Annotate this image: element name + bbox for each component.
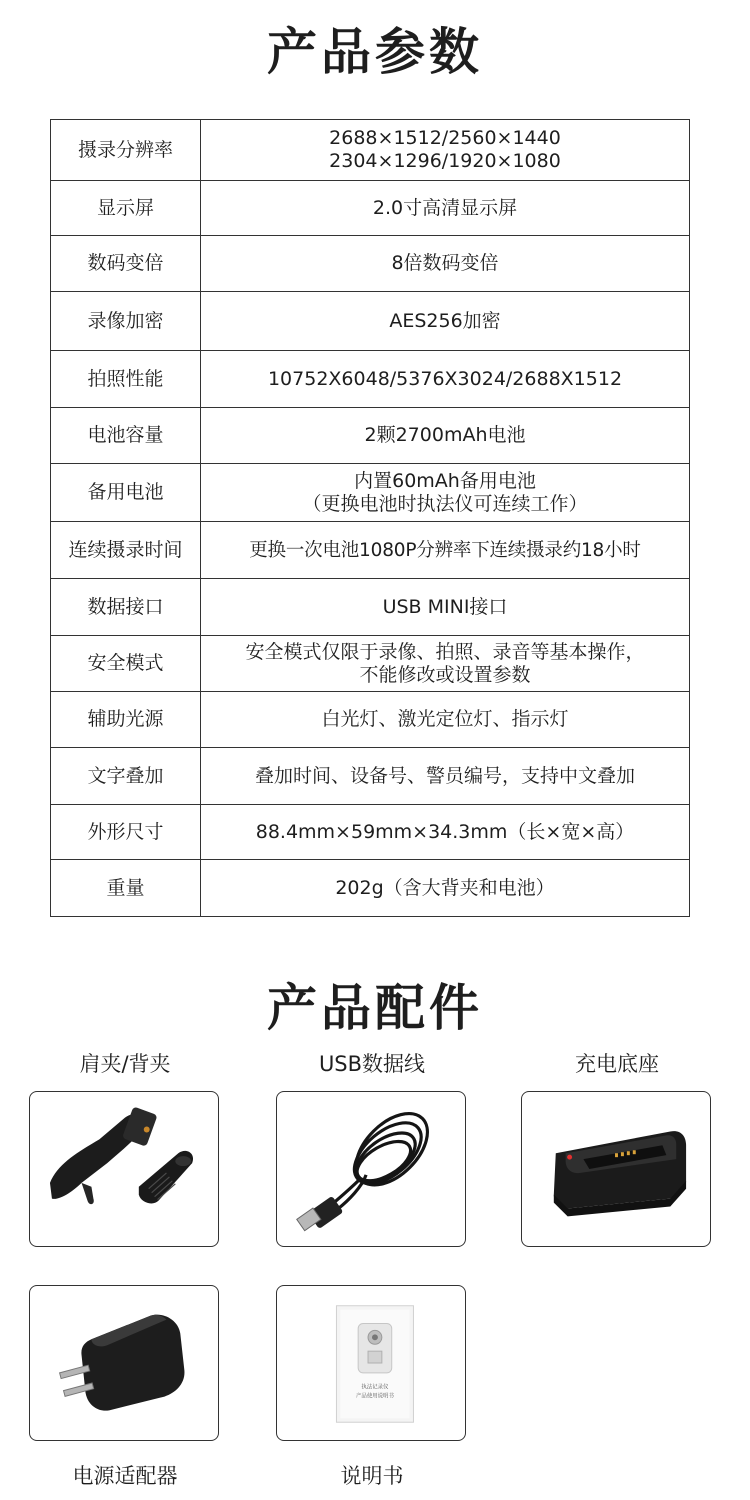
table-row xyxy=(51,860,690,917)
spec-value: 白光灯、激光定位灯、指示灯 xyxy=(201,692,690,748)
table-row xyxy=(51,292,690,351)
table-row xyxy=(51,579,690,636)
table-row xyxy=(51,181,690,236)
usb-cable-icon xyxy=(277,1092,465,1246)
spec-label: 拍照性能 xyxy=(51,351,201,408)
accessories-title: 产品配件 xyxy=(267,979,483,1037)
spec-value: 2.0寸高清显示屏 xyxy=(201,181,690,236)
manual-cover-line-2: 产品使用说明书 xyxy=(356,1393,394,1400)
spec-value: 更换一次电池1080P分辨率下连续摄录约18小时 xyxy=(201,522,690,579)
spec-label: 辅助光源 xyxy=(51,692,201,748)
accessory-card-manual xyxy=(276,1285,466,1441)
spec-label: 录像加密 xyxy=(51,292,201,351)
spec-value: 安全模式仅限于录像、拍照、录音等基本操作， 不能修改或设置参数 xyxy=(201,636,690,692)
spec-label: 重量 xyxy=(51,860,201,917)
accessory-card-clip xyxy=(29,1091,219,1247)
accessory-label-dock: 充电底座 xyxy=(575,1052,659,1076)
spec-value: AES256加密 xyxy=(201,292,690,351)
accessory-card-adapter xyxy=(29,1285,219,1441)
spec-value: 88.4mm×59mm×34.3mm（长×宽×高） xyxy=(201,805,690,860)
spec-value: 2688×1512/2560×1440 2304×1296/1920×1080 xyxy=(201,120,690,181)
table-row xyxy=(51,692,690,748)
spec-label: 备用电池 xyxy=(51,464,201,522)
table-row xyxy=(51,522,690,579)
charging-dock-icon xyxy=(522,1092,710,1246)
spec-value: 叠加时间、设备号、警员编号，支持中文叠加 xyxy=(201,748,690,805)
table-row xyxy=(51,408,690,464)
spec-label: 连续摄录时间 xyxy=(51,522,201,579)
table-row xyxy=(51,748,690,805)
table-row xyxy=(51,636,690,692)
table-row xyxy=(51,236,690,292)
table-row xyxy=(51,120,690,181)
table-row xyxy=(51,351,690,408)
spec-label: 安全模式 xyxy=(51,636,201,692)
spec-label: 摄录分辨率 xyxy=(51,120,201,181)
accessory-label-adapter: 电源适配器 xyxy=(72,1464,178,1488)
spec-value: 2颗2700mAh电池 xyxy=(201,408,690,464)
spec-label: 显示屏 xyxy=(51,181,201,236)
spec-label: 电池容量 xyxy=(51,408,201,464)
accessory-label-clip: 肩夹/背夹 xyxy=(79,1052,171,1076)
power-adapter-icon xyxy=(30,1286,218,1440)
table-row xyxy=(51,805,690,860)
table-row xyxy=(51,464,690,522)
manual-icon xyxy=(277,1286,465,1440)
spec-value: 内置60mAh备用电池 （更换电池时执法仪可连续工作） xyxy=(201,464,690,522)
spec-value: 8倍数码变倍 xyxy=(201,236,690,292)
spec-label: 数据接口 xyxy=(51,579,201,636)
spec-label: 数码变倍 xyxy=(51,236,201,292)
accessory-label-usb-cable: USB数据线 xyxy=(318,1052,426,1076)
spec-table xyxy=(50,119,690,917)
spec-value: 202g（含大背夹和电池） xyxy=(201,860,690,917)
accessory-card-dock xyxy=(521,1091,711,1247)
accessory-card-usb-cable xyxy=(276,1091,466,1247)
manual-cover-line-1: 执法记录仪 xyxy=(361,1384,389,1391)
params-title: 产品参数 xyxy=(267,23,483,81)
spec-value: 10752X6048/5376X3024/2688X1512 xyxy=(201,351,690,408)
accessory-label-manual: 说明书 xyxy=(340,1464,404,1488)
clip-icon xyxy=(30,1092,218,1246)
spec-value: USB MINI接口 xyxy=(201,579,690,636)
spec-label: 外形尺寸 xyxy=(51,805,201,860)
spec-label: 文字叠加 xyxy=(51,748,201,805)
